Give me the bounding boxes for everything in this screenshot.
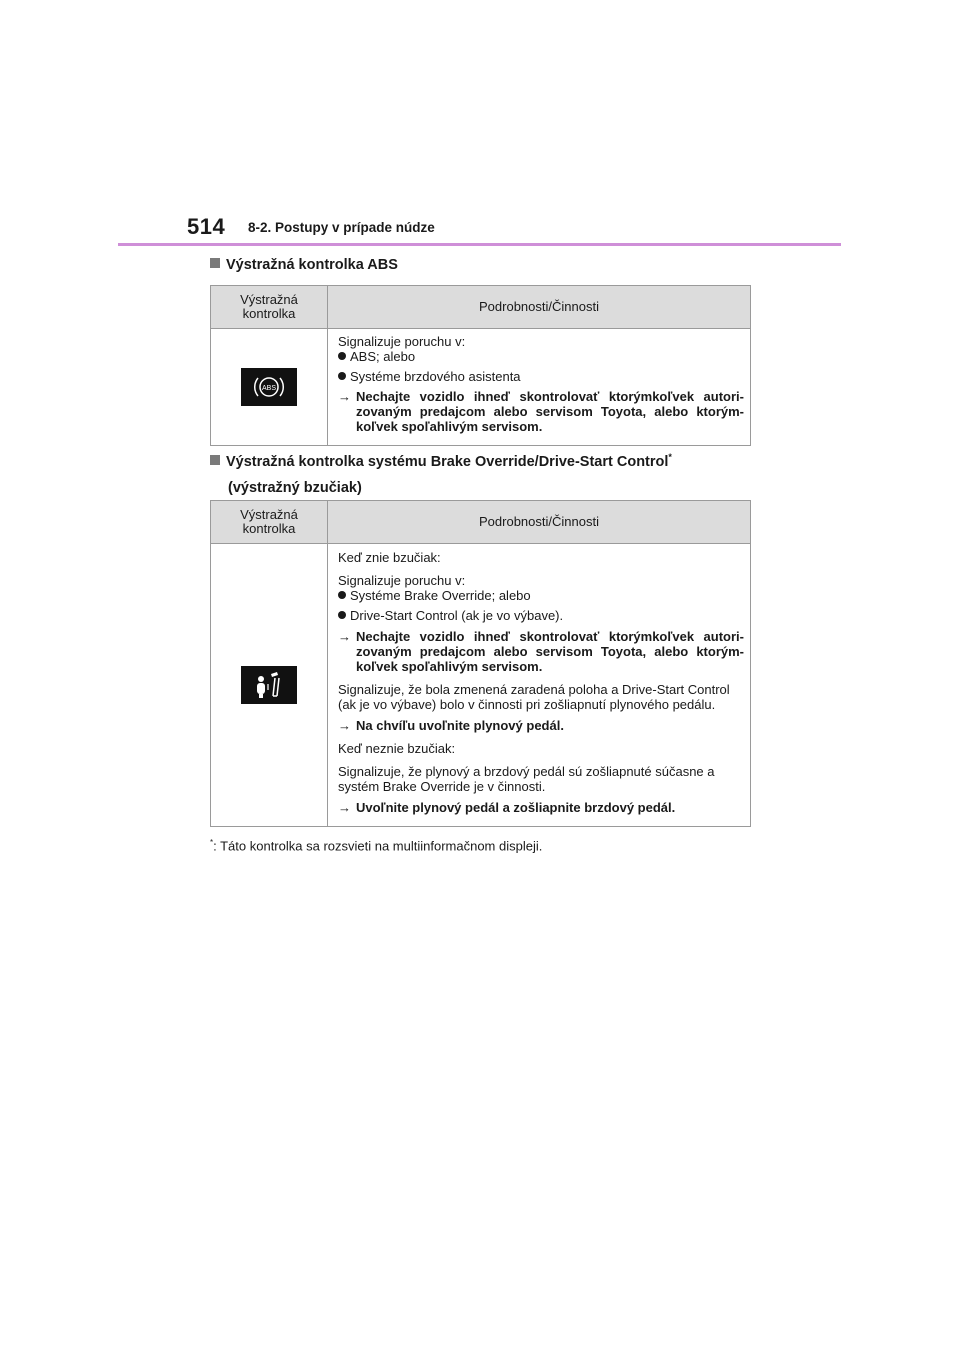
action-text: → Nechajte vozidlo ihneď skontrolovať ktorýmkoľvek autori-zovaným predajcom alebo servisom Toyota, alebo ktorým-koľvek spoľahlivým servisom.: [338, 629, 744, 674]
action-text: → Na chvíľu uvoľnite plynový pedál.: [338, 718, 564, 733]
bullet-icon: [338, 372, 346, 380]
bullet-icon: [338, 352, 346, 360]
arrow-icon: →: [338, 718, 351, 733]
buzzer-off-label: Keď neznie bzučiak:: [338, 741, 456, 756]
table-row: [211, 329, 751, 446]
list-item: Drive-Start Control (ak je vo výbave).: [338, 608, 744, 623]
table-header-row: [211, 286, 751, 329]
arrow-icon: →: [338, 800, 351, 815]
abs-warning-icon: [241, 368, 297, 406]
page-number: 514: [187, 214, 226, 239]
list-item: Systéme brzdového asistenta: [338, 369, 744, 384]
icon-cell: [211, 329, 328, 446]
action-text: → Nechajte vozidlo ihneď skontrolovať ktorýmkoľvek autori-zovaným predajcom alebo servisom Toyota, alebo ktorým-koľvek spoľahlivým servisom.: [338, 389, 744, 434]
table-row: [211, 544, 751, 827]
footnote: [210, 838, 542, 853]
bullet-icon: [338, 591, 346, 599]
brake-table: [210, 500, 751, 827]
abs-table: [210, 285, 751, 446]
both-pedals-text: Signalizuje, že plynový a brzdový pedál sú zošliapnuté súčasne a systém Brake Override je v činnosti.: [338, 764, 715, 794]
intro-text: Signalizuje poruchu v:: [338, 573, 466, 588]
footnote-marker: *: [210, 838, 214, 847]
square-bullet-icon: [210, 455, 220, 465]
list-item: Systéme Brake Override; alebo: [338, 588, 744, 603]
brake-heading-text: Výstražná kontrolka systému Brake Override/Drive-Start Control: [226, 453, 669, 470]
abs-heading-text: Výstražná kontrolka ABS: [226, 257, 398, 273]
section-title: 8-2. Postupy v prípade núdze: [248, 220, 435, 235]
footnote-text: : Táto kontrolka sa rozsvieti na multiinformačnom displeji.: [213, 838, 543, 854]
square-bullet-icon: [210, 258, 220, 268]
details-cell: [328, 329, 751, 446]
list-item: ABS; alebo: [338, 349, 744, 364]
intro-text: Signalizuje poruchu v:: [338, 334, 466, 349]
bullet-icon: [338, 611, 346, 619]
action-text: → Uvoľnite plynový pedál a zošliapnite brzdový pedál.: [338, 800, 676, 815]
svg-text:ABS: ABS: [261, 385, 277, 392]
brake-heading-subtitle: (výstražný bzučiak): [228, 479, 362, 496]
icon-cell: [211, 544, 328, 827]
header-divider: [118, 243, 841, 246]
table-header-row: [211, 501, 751, 544]
details-cell: [328, 544, 751, 827]
col-header-light: Výstražná kontrolka: [211, 286, 328, 329]
buzzer-on-label: Keď znie bzučiak:: [338, 550, 441, 565]
col-header-details: Podrobnosti/Činnosti: [328, 501, 751, 544]
arrow-icon: →: [338, 629, 351, 644]
brake-heading: [210, 446, 672, 499]
brake-override-warning-icon: [241, 666, 297, 704]
col-header-details: Podrobnosti/Činnosti: [328, 286, 751, 329]
footnote-marker: *: [668, 452, 672, 462]
arrow-icon: →: [338, 389, 351, 404]
col-header-light: Výstražná kontrolka: [211, 501, 328, 544]
shift-text: Signalizuje, že bola zmenená zaradená poloha a Drive-Start Control (ak je vo výbave) bolo v činnosti pri zošliapnutí plynového pedálu.: [338, 682, 730, 712]
abs-heading: [210, 254, 398, 276]
